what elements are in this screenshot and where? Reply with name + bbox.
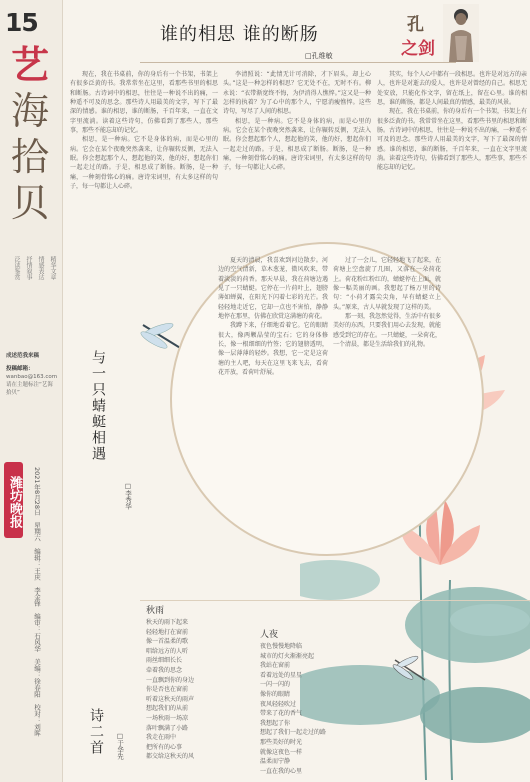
- email-label: 投稿邮箱：: [6, 366, 34, 372]
- section-tags: [12, 256, 57, 280]
- feature-column: [333, 256, 441, 546]
- section-title: [6, 42, 54, 226]
- section-tag: 精华文章: [49, 256, 56, 280]
- column-logo-bottom: 之剑: [401, 39, 435, 59]
- poem-body: 秋天的雨下起来 轻轻地打在窗前 像一首温柔的歌 唱给远方的人听 雨丝细细长长 牵着我的思念 一直飘到你的身边 你是否也在窗前 听着这秋天的雨声 想起我们的从前 一场秋雨一场凉 落叶飘满了小路 我走在雨中 把所有的心事 都交给这秋天的风: [146, 619, 195, 761]
- poem-body: 夜色慢慢地降临 城市的灯火渐渐亮起 我站在窗前 看着远处的星星 一闪一闪的 像你的眼睛 夜风轻轻吹过 带来了花的香气 我想起了你 想起了我们一起走过的路 那些美好的时光 就像这夜色一样 温柔而宁静 一直在我的心里: [260, 643, 327, 775]
- paragraph: 现在，我在书桌前，你的身后有一个书架，书架上有很多泛黄的书。我常常坐在这里，看那些书里的相思和断肠。古诗词中的相思，往往是一种说不出的痛，一种遥不可及的思念。那些诗人用最美的文字，写下了最深的情感。谁的相思，谁的断肠，千百年来，一直在文字里流淌。读着这些诗句，仿佛看到了那些人，那些事，那些不能忘却的记忆。: [377, 108, 527, 172]
- divider: [140, 600, 530, 601]
- poems-byline: □于华先: [116, 732, 124, 760]
- section-title-char: 艺: [10, 42, 49, 87]
- paragraph: 夏天的清晨，我喜欢到河边散步。河边的空气清新，草木葱茏，微风吹来，带着淡淡的荷香。那天早晨，我在荷塘边遇见了一只蜻蜓。它停在一片荷叶上，翅膀薄如蝉翼，在阳光下闪着七彩的光芒。我轻轻地走近它，它却一点也不害怕，静静地停在那里，仿佛在欣赏这满塘的荷花。: [218, 257, 328, 321]
- paragraph: 我蹲下来，仔细地看着它。它的眼睛很大，像两颗晶莹的宝石；它的身体修长，像一根细细的竹签；它的翅膀透明，像一层薄薄的轻纱。我想，它一定是这荷塘的主人吧，每天在这里飞来飞去，看荷花开放，看荷叶舒展。: [218, 322, 328, 377]
- section-title-char: 贝: [10, 181, 49, 225]
- paragraph: 其实，每个人心中都有一段相思。也许是对远方的亲人，也许是对逝去的爱人，也许是对曾经的自己。相思无处安放，只能化作文字，留在纸上，留在心里。谁的相思，谁的断肠，都是人间最真的情感，最美的风景。: [377, 71, 527, 107]
- section-tag: 泛读鉴赏: [13, 256, 20, 280]
- section-tag: 抒情叙事: [25, 256, 32, 280]
- section-tag: 情感表达: [37, 256, 44, 280]
- paragraph: 相思，是一种病。它不是身体的病，而是心里的病。它会在某个夜晚突然袭来，让你辗转反侧，无法入眠。你会想起那个人，想起他的笑，他的好，想起你们一起走过的路。于是，相思成了断肠。断肠，是一种痛，一种刻骨铭心的痛。唐诗宋词里，有太多这样的句子，每一句都让人心碎。: [223, 117, 371, 172]
- poem-title: 秋雨: [146, 606, 165, 616]
- contact-label: 成述范我来稿: [6, 353, 40, 359]
- poem-title: 人夜: [260, 630, 279, 640]
- paragraph: 李清照说：“此情无计可消除，才下眉头，却上心头。”这是一种怎样的相思？它无处不在，无时不有。柳永说：“衣带渐宽终不悔，为伊消得人憔悴。”这又是一种怎样的执着？为了心中的那个人，宁愿消瘦憔悴。这些诗句，写尽了人间的相思。: [223, 71, 371, 116]
- feature-byline: □李秀华: [124, 482, 132, 510]
- main-headline: 谁的相思 谁的断肠: [160, 24, 319, 45]
- section-sidebar: [0, 0, 63, 782]
- section-title-char: 海: [10, 89, 49, 133]
- main-byline: □孔维敏: [305, 52, 333, 60]
- page-number: 15: [5, 8, 38, 37]
- submission-note: 请在主题标注“艺海拾贝”: [6, 382, 53, 396]
- paragraph: 那一刻，我忽然觉得，生活中有很多美好的东西，只要我们用心去发现，就能感受到它的存在。一只蜻蜓，一朵荷花，一个清晨，都是生活给我们的礼物。: [333, 313, 441, 349]
- feature-column: [218, 256, 328, 546]
- email-address[interactable]: wanbao@163.com: [6, 374, 58, 380]
- section-title-char: 拾: [10, 135, 49, 179]
- column-logo-top: 孔: [407, 15, 424, 35]
- contact-box: [6, 352, 58, 397]
- paper-logo: 潍坊晚报: [4, 462, 23, 538]
- paragraph: 相思，是一种病。它不是身体的病，而是心里的病。它会在某个夜晚突然袭来，让你辗转反侧，无法入眠。你会想起那个人，想起他的笑，他的好，想起你们一起走过的路。于是，相思成了断肠。断肠，是一种痛，一种刻骨铭心的痛。唐诗宋词里，有太多这样的句子，每一句都让人心碎。: [70, 136, 218, 191]
- author-portrait-image: [443, 4, 479, 62]
- paragraph: 过了一会儿，它轻轻地飞了起来，在荷塘上空盘旋了几圈，又落在一朵荷花上。荷花粉红粉红的，蜻蜓停在上面，就像一幅美丽的画。我想起了杨万里的诗句：“小荷才露尖尖角，早有蜻蜓立上头。”原来，古人早就发现了这样的美。: [333, 257, 441, 311]
- divider: [140, 62, 456, 63]
- paragraph: 现在，我在书桌前，你的身后有一个书架，书架上有很多泛黄的书。我常常坐在这里，看那些书里的相思和断肠。古诗词中的相思，往往是一种说不出的痛，一种遥不可及的思念。那些诗人用最美的文字，写下了最深的情感。谁的相思，谁的断肠，千百年来，一直在文字里流淌。读着这些诗句，仿佛看到了那些人，那些事，那些不能忘却的记忆。: [70, 71, 218, 135]
- poems-title: 诗二首: [88, 708, 104, 756]
- dateline: 2021年8月28日 星期六 编辑：王庆 李金锋 编审：石风华 美编：徐春阳 校对：刘晖: [33, 467, 41, 737]
- feature-title: 与一只蜻蜓相遇: [90, 350, 106, 462]
- main-article-column: [70, 70, 218, 310]
